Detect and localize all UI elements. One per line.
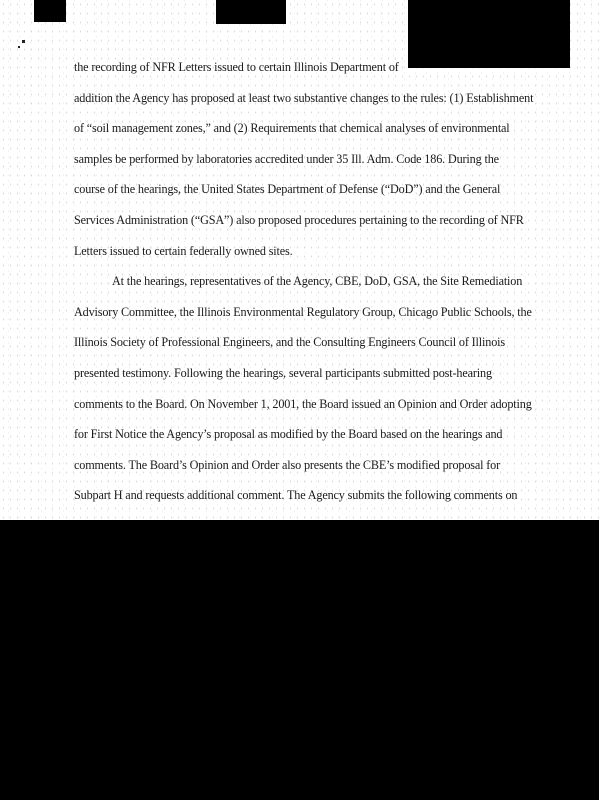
text-line: for First Notice the Agency’s proposal as modified by the Board based on the hearings and [74, 427, 503, 442]
text-line: course of the hearings, the United States Department of Defense (“DoD”) and the General [74, 182, 501, 197]
text-line: of “soil management zones,” and (2) Requirements that chemical analyses of environmental [74, 121, 510, 136]
text-line: addition the Agency has proposed at least two substantive changes to the rules: (1) Establishment [74, 90, 534, 105]
redaction-box-top-left [34, 0, 66, 22]
redaction-box-top-middle [216, 0, 286, 24]
text-line: comments to the Board. On November 1, 2001, the Board issued an Opinion and Order adopting [74, 396, 532, 411]
text-line: Advisory Committee, the Illinois Environmental Regulatory Group, Chicago Public Schools, the [74, 304, 532, 319]
text-line: At the hearings, representatives of the Agency, CBE, DoD, GSA, the Site Remediation [112, 274, 523, 289]
redaction-box-bottom-right [566, 520, 599, 800]
document-body [74, 52, 552, 542]
text-line: Letters issued to certain federally owned sites. [74, 243, 293, 258]
scan-speck [18, 46, 20, 48]
text-line: the recording of NFR Letters issued to certain Illinois Department of [74, 60, 399, 74]
scan-speck [22, 40, 25, 43]
text-line: Services Administration (“GSA”) also proposed procedures pertaining to the recording of NFR [74, 212, 524, 227]
redaction-box-bottom [0, 520, 566, 800]
text-line: Illinois Society of Professional Engineers, and the Consulting Engineers Council of Illinois [74, 335, 505, 350]
text-line: Subpart H and requests additional comment. The Agency submits the following comments on [74, 488, 518, 503]
text-line: comments. The Board’s Opinion and Order also presents the CBE’s modified proposal for [74, 457, 501, 472]
text-line: samples be performed by laboratories accredited under 35 Ill. Adm. Code 186. During the [74, 151, 499, 166]
text-line: presented testimony. Following the hearings, several participants submitted post-hearing [74, 365, 492, 380]
